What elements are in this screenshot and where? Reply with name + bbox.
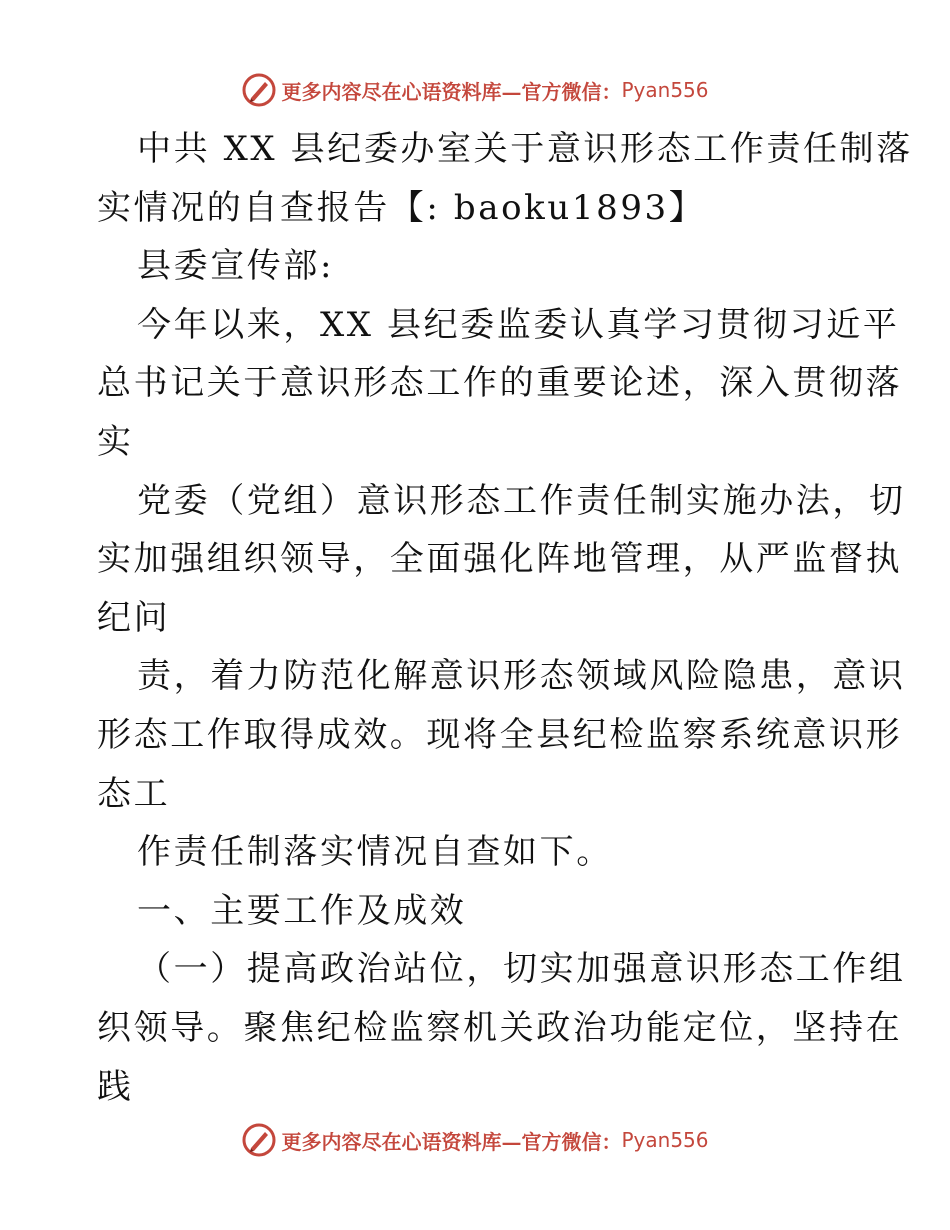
paragraph-line: 作责任制落实情况自查如下。 [137,832,613,873]
title-line-1: 中共 XX 县纪委办室关于意识形态工作责任制落 [137,129,913,169]
paragraph-line: 形态工作取得成效。现将全县纪检监察系统意识形 [97,714,903,755]
salutation: 县委宣传部: [137,246,335,287]
pen-logo-icon [241,1122,277,1158]
paragraph-line: 纪问 [97,597,171,638]
header-watermark [0,68,950,112]
paragraph-line: 实加强组织领导，全面强化阵地管理，从严监督执 [97,539,903,580]
paragraph-line: 实 [97,421,134,462]
paragraph-line: 践 [97,1066,134,1107]
paragraph-line: 织领导。聚焦纪检监察机关政治功能定位，坚持在 [97,1007,903,1048]
watermark-text: 更多内容尽在心语资料库—官方微信： [281,1129,622,1154]
paragraph-line: 责，着力防范化解意识形态领域风险隐患，意识 [137,656,906,697]
paragraph-line: 今年以来，XX 县纪委监委认真学习贯彻习近平 [137,304,900,345]
pen-logo-icon [241,72,277,108]
paragraph-line: 总书记关于意识形态工作的重要论述，深入贯彻落 [97,363,903,404]
title-line-2: 实情况的自查报告【: baoku1893】 [97,187,706,228]
watermark-handle: Pyan556 [621,78,709,102]
document-body [97,120,913,1116]
footer-watermark [0,1118,950,1162]
section-heading: 一、主要工作及成效 [137,890,467,931]
paragraph-line: 态工 [97,773,171,814]
paragraph-line: 党委（党组）意识形态工作责任制实施办法，切 [137,480,906,521]
watermark-text: 更多内容尽在心语资料库—官方微信： [281,79,622,104]
subsection-heading: （一）提高政治站位，切实加强意识形态工作组 [137,949,906,990]
watermark-handle: Pyan556 [621,1128,709,1152]
